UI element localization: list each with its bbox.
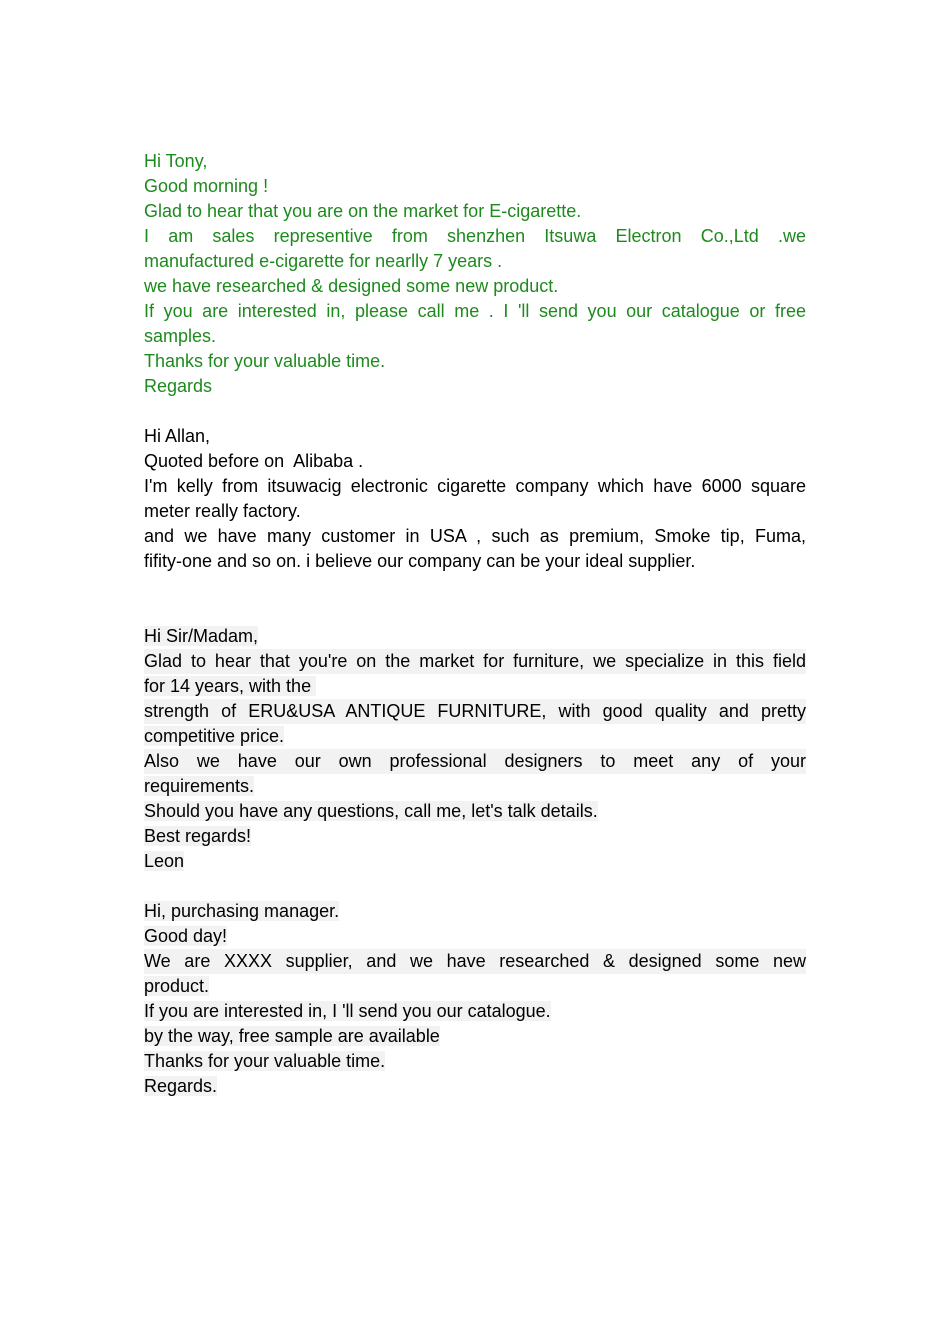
text-line (144, 774, 806, 799)
text-line (144, 999, 806, 1024)
text-line (144, 724, 806, 749)
greeting (144, 899, 806, 924)
highlighted-text: competitive price. (144, 726, 285, 746)
text-line (144, 799, 806, 824)
highlighted-text: Should you have any questions, call me, let's talk details. (144, 801, 598, 821)
highlighted-text: by the way, free sample are available (144, 1026, 440, 1046)
spacer (144, 874, 806, 899)
text-line (144, 924, 806, 949)
highlighted-text: Thanks for your valuable time. (144, 1051, 386, 1071)
text-line: Thanks for your valuable time. (144, 351, 386, 371)
sign-off: Regards (144, 376, 213, 396)
document-page (144, 149, 806, 1099)
text-line: Good morning ! (144, 176, 269, 196)
text-line: I am sales representive from shenzhen Itsuwa Electron Co.,Ltd .we (144, 226, 806, 246)
text-line: Glad to hear that you are on the market for E-cigarette. (144, 201, 582, 221)
email-purchasing-manager (144, 899, 806, 1099)
greeting (144, 624, 806, 649)
text-line (144, 974, 806, 999)
text-line: we have researched & designed some new product. (144, 276, 559, 296)
sign-off (144, 849, 806, 874)
email-allan (144, 424, 806, 574)
highlighted-text: Hi, purchasing manager. (144, 901, 340, 921)
highlighted-text: Good day! (144, 926, 228, 946)
highlighted-text: Hi Sir/Madam, (144, 626, 259, 646)
text-line: Also we have our own professional designers to meet any of your (144, 749, 806, 774)
text-line: If you are interested in, please call me . I 'll send you our catalogue or free (144, 301, 806, 321)
sign-off (144, 1074, 806, 1099)
text-line: fifity-one and so on. i believe our company can be your ideal supplier. (144, 551, 696, 571)
text-line: manufactured e-cigarette for nearlly 7 years . (144, 251, 503, 271)
greeting: Hi Tony, (144, 151, 208, 171)
highlighted-text: Regards. (144, 1076, 218, 1096)
spacer (144, 574, 806, 624)
text-line (144, 674, 806, 699)
email-sir-madam (144, 624, 806, 874)
highlighted-text: for 14 years, with the (144, 676, 317, 696)
highlighted-text: If you are interested in, I 'll send you our catalogue. (144, 1001, 551, 1021)
highlighted-text: Best regards! (144, 826, 252, 846)
text-line: and we have many customer in USA , such as premium, Smoke tip, Fuma, (144, 526, 806, 546)
text-line (144, 1024, 806, 1049)
text-line: We are XXXX supplier, and we have researched & designed some new (144, 949, 806, 974)
text-line: I'm kelly from itsuwacig electronic cigarette company which have 6000 square (144, 476, 806, 496)
spacer (144, 399, 806, 424)
text-line: samples. (144, 326, 217, 346)
text-line (144, 1049, 806, 1074)
email-tony (144, 149, 806, 399)
text-line: Glad to hear that you're on the market for furniture, we specialize in this field (144, 649, 806, 674)
text-line: Quoted before on Alibaba . (144, 451, 364, 471)
highlighted-text: Leon (144, 851, 185, 871)
text-line: meter really factory. (144, 501, 301, 521)
highlighted-text: requirements. (144, 776, 255, 796)
text-line: strength of ERU&USA ANTIQUE FURNITURE, with good quality and pretty (144, 699, 806, 724)
text-line (144, 824, 806, 849)
highlighted-text: product. (144, 976, 210, 996)
greeting: Hi Allan, (144, 426, 211, 446)
